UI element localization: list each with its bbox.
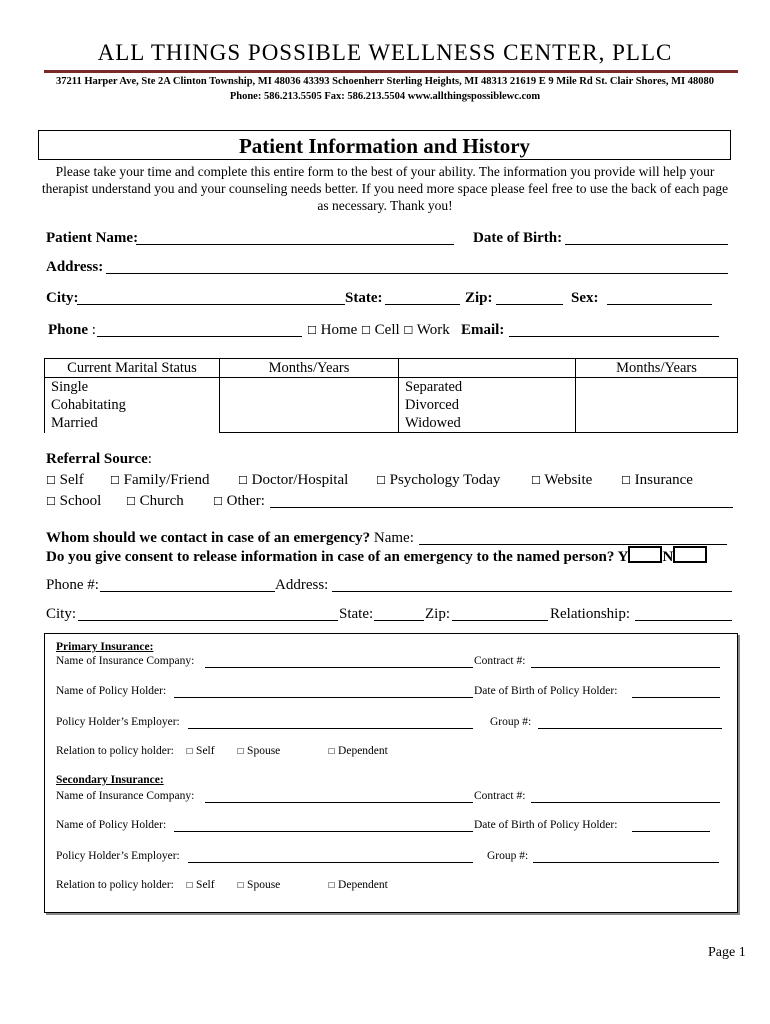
emergency-zip-field[interactable] [452,620,548,621]
primary-group-label: Group #: [490,716,532,728]
primary-holder-field[interactable] [174,697,473,698]
intro-text: Please take your time and complete this entire form to the best of your ability. The information you provide will help your therapist understand you and your counseling needs better. If you need more space please feel free to use the back of each page as necessary. Thank you! [41,164,729,213]
referral-psychology-today[interactable]: ☐ Psychology Today [376,472,501,488]
marital-single[interactable]: Single [51,379,89,395]
dob-field[interactable] [565,244,728,245]
months-years-header: Months/Years [220,359,399,378]
emergency-zip-label: Zip: [425,606,450,622]
zip-label: Zip: [465,290,493,306]
form-title-box [38,130,731,160]
emergency-phone-field[interactable] [100,591,275,592]
consent-no-label: N [662,549,674,565]
home-checkbox[interactable]: ☐ [307,324,317,337]
city-label: City: [46,290,79,306]
consent-question: Do you give consent to release information in case of an emergency to the named person? Y N [46,546,707,566]
marital-married[interactable]: Married [51,415,98,431]
secondary-holder-field[interactable] [174,831,473,832]
secondary-relation-self[interactable]: ☐ Self [186,879,215,891]
home-label: Home [320,322,358,338]
marital-separated[interactable]: Separated [405,379,463,395]
primary-self-checkbox[interactable]: ☐ [186,747,194,756]
family-friend-checkbox[interactable]: ☐ [110,474,120,487]
insurance-section [44,633,738,913]
primary-company-field[interactable] [205,667,473,668]
self-checkbox[interactable]: ☐ [46,474,56,487]
email-field[interactable] [509,336,719,337]
secondary-relation-spouse[interactable]: ☐ Spouse [237,879,281,891]
phone-field[interactable] [97,336,302,337]
secondary-relation-label: Relation to policy holder: [56,879,174,891]
referral-church[interactable]: ☐ Church [126,493,184,509]
address-field[interactable] [106,273,728,274]
secondary-company-field[interactable] [205,802,473,803]
emergency-state-label: State: [339,606,374,622]
primary-holder-label: Name of Policy Holder: [56,685,167,697]
primary-company-label: Name of Insurance Company: [56,655,195,667]
primary-spouse-checkbox[interactable]: ☐ [237,747,245,756]
primary-holder-dob-field[interactable] [632,697,720,698]
secondary-self-checkbox[interactable]: ☐ [186,881,194,890]
marital-right-options [399,378,576,433]
months-years-header-right: Months/Years [576,359,738,378]
address-label: Address: [46,259,104,275]
marital-divorced[interactable]: Divorced [405,397,459,413]
psychology-today-checkbox[interactable]: ☐ [376,474,386,487]
primary-group-field[interactable] [538,728,722,729]
dob-label: Date of Birth: [473,230,563,246]
secondary-holder-label: Name of Policy Holder: [56,819,167,831]
marital-cohabitating[interactable]: Cohabitating [51,397,126,413]
sex-label: Sex: [571,290,599,306]
state-label: State: [345,290,383,306]
primary-employer-label: Policy Holder’s Employer: [56,716,180,728]
page-number: Page 1 [708,945,746,960]
secondary-holder-dob-field[interactable] [632,831,710,832]
secondary-group-field[interactable] [533,862,719,863]
marital-left-options [45,378,220,433]
emergency-state-field[interactable] [374,620,424,621]
form-title: Patient Information and History [238,134,531,158]
referral-other-field[interactable] [270,507,733,508]
secondary-relation-dependent[interactable]: ☐ Dependent [328,879,388,891]
work-checkbox[interactable]: ☐ [403,324,414,337]
secondary-insurance-title: Secondary Insurance: [56,774,164,786]
header-addresses: 37211 Harper Ave, Ste 2A Clinton Township, MI 48036 43393 Schoenherr Sterling Heights, MI 48313 21619 E 9 Mile Rd St. Clair Shores, MI 48080 [56,76,714,87]
secondary-group-label: Group #: [487,850,529,862]
primary-holder-dob-label: Date of Birth of Policy Holder: [474,685,618,697]
referral-doctor-hospital[interactable]: ☐ Doctor/Hospital [238,472,349,488]
marital-header: Current Marital Status [45,359,220,378]
insurance-checkbox[interactable]: ☐ [621,474,631,487]
header-rule [44,70,738,73]
school-checkbox[interactable]: ☐ [46,495,56,508]
referral-insurance[interactable]: ☐ Insurance [621,472,693,488]
emergency-city-label: City: [46,606,77,622]
header-contact: Phone: 586.213.5505 Fax: 586.213.5504 www.allthingspossiblewc.com [229,91,541,102]
secondary-contract-label: Contract #: [474,790,526,802]
emergency-relationship-label: Relationship: [550,606,630,622]
other-checkbox[interactable]: ☐ [213,495,223,508]
emergency-address-label: Address: [275,577,329,593]
emergency-relationship-field[interactable] [635,620,732,621]
secondary-holder-dob-label: Date of Birth of Policy Holder: [474,819,618,831]
emergency-address-field[interactable] [332,591,732,592]
sex-field[interactable] [607,304,712,305]
marital-right-months[interactable] [576,378,738,433]
website-checkbox[interactable]: ☐ [531,474,541,487]
emergency-phone-label: Phone #: [46,577,99,593]
secondary-spouse-checkbox[interactable]: ☐ [237,881,245,890]
primary-relation-label: Relation to policy holder: [56,745,174,757]
patient-name-field[interactable] [136,244,454,245]
zip-field[interactable] [496,304,563,305]
patient-name-label: Patient Name: [46,230,139,246]
consent-yes-box[interactable] [628,546,662,563]
marital-widowed[interactable]: Widowed [405,415,461,431]
secondary-employer-field[interactable] [188,862,473,863]
email-label: Email: [461,322,505,338]
referral-school[interactable]: ☐ School [46,493,102,509]
primary-relation-self[interactable]: ☐ Self [186,745,215,757]
referral-label: Referral Source: [46,451,152,467]
secondary-dependent-checkbox[interactable]: ☐ [328,881,336,890]
emergency-question: Whom should we contact in case of an emergency? Name: [46,530,414,546]
cell-label: Cell [374,322,400,338]
primary-relation-spouse[interactable]: ☐ Spouse [237,745,281,757]
emergency-name-field[interactable] [419,544,727,545]
state-field[interactable] [385,304,460,305]
primary-insurance-title: Primary Insurance: [56,641,154,653]
church-checkbox[interactable]: ☐ [126,495,136,508]
referral-website[interactable]: ☐ Website [531,472,593,488]
primary-relation-dependent[interactable]: ☐ Dependent [328,745,388,757]
primary-employer-field[interactable] [188,728,473,729]
referral-other[interactable]: ☐ Other: [213,493,265,509]
work-label: Work [416,322,450,338]
marital-header-blank [399,359,576,378]
referral-self[interactable]: ☐ Self [46,472,84,488]
primary-dependent-checkbox[interactable]: ☐ [328,747,336,756]
emergency-city-field[interactable] [78,620,338,621]
primary-contract-label: Contract #: [474,655,526,667]
marital-status-table [44,358,738,433]
referral-family-friend[interactable]: ☐ Family/Friend [110,472,210,488]
secondary-company-label: Name of Insurance Company: [56,790,195,802]
marital-left-months[interactable] [220,378,399,433]
secondary-employer-label: Policy Holder’s Employer: [56,850,180,862]
phone-type-options [307,322,450,339]
phone-label: Phone : [48,322,96,338]
doctor-hospital-checkbox[interactable]: ☐ [238,474,248,487]
city-field[interactable] [77,304,345,305]
secondary-contract-field[interactable] [531,802,720,803]
consent-no-box[interactable] [673,546,707,563]
primary-contract-field[interactable] [531,667,720,668]
cell-checkbox[interactable]: ☐ [361,324,371,337]
organization-name: ALL THINGS POSSIBLE WELLNESS CENTER, PLLC [97,40,673,65]
